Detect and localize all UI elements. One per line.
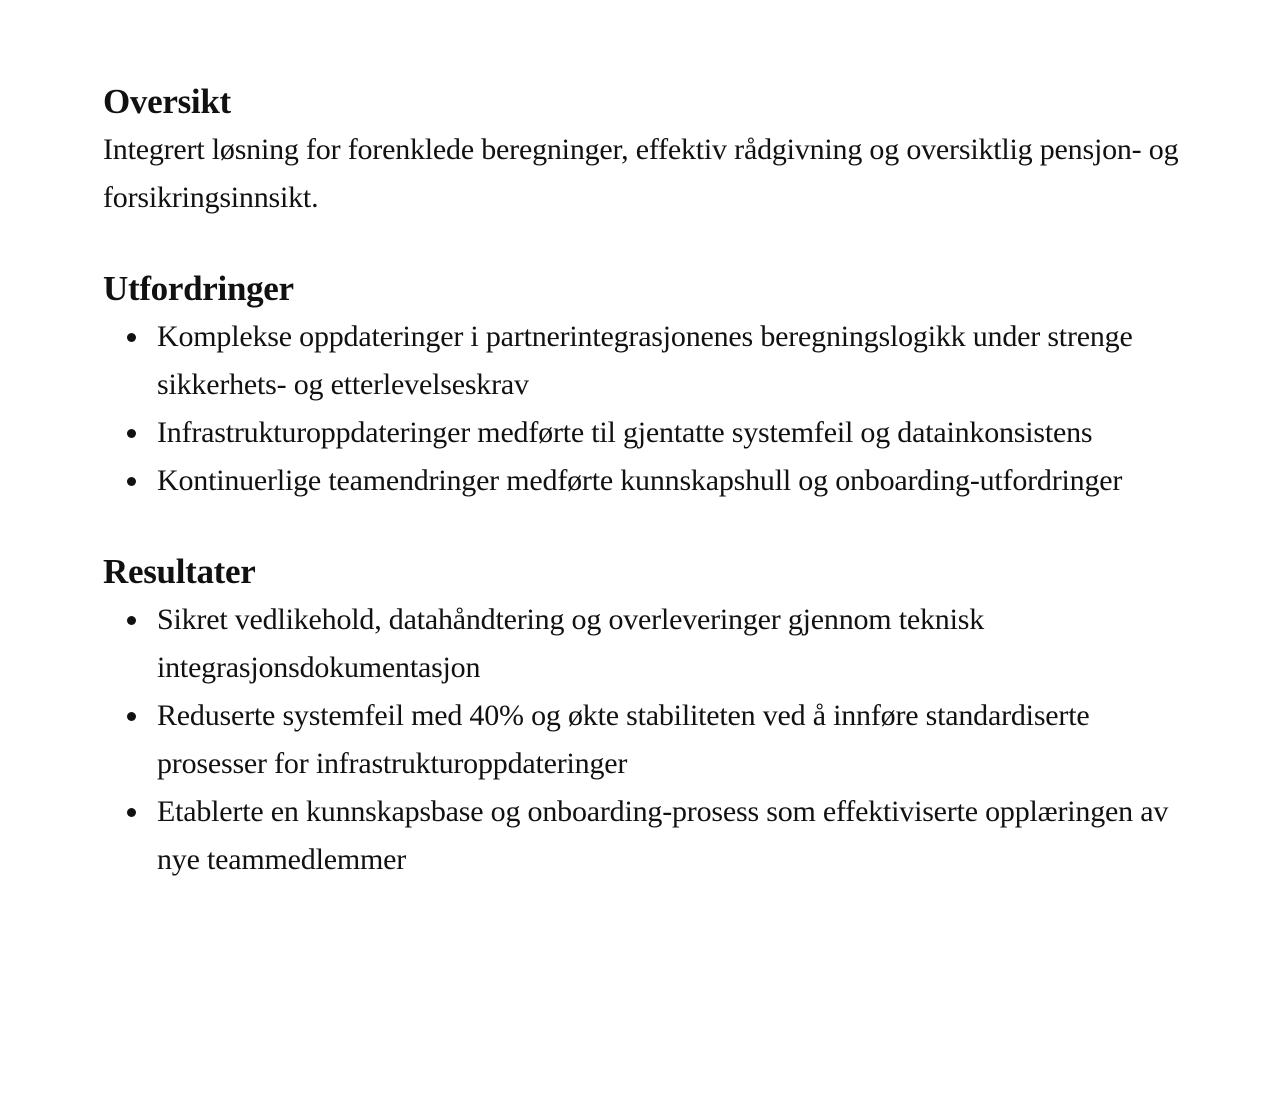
bullet-icon [127, 429, 136, 438]
bullet-icon [127, 712, 136, 721]
list-item [103, 409, 1183, 457]
challenges-heading: Utfordringer [103, 269, 294, 308]
overview-text: Integrert løsning for forenklede beregninger, effektiv rådgivning og oversiktlig pensjon- og forsikringsinnsikt. [103, 133, 1179, 214]
results-section [103, 548, 1183, 884]
results-list [103, 596, 1183, 884]
list-item-text: Etablerte en kunnskapsbase og onboarding-prosess som effektiviserte opplæringen av nye teammedlemmer [157, 795, 1169, 876]
bullet-icon [127, 616, 136, 625]
list-item [103, 692, 1183, 788]
bullet-icon [127, 808, 136, 817]
bullet-icon [127, 477, 136, 486]
overview-section [103, 78, 1183, 222]
list-item-text: Reduserte systemfeil med 40% og økte stabiliteten ved å innføre standardiserte prosesser for infrastrukturoppdateringer [157, 699, 1090, 780]
bullet-icon [127, 333, 136, 342]
list-item-text: Kontinuerlige teamendringer medførte kunnskapshull og onboarding-utfordringer [157, 464, 1123, 497]
list-item [103, 596, 1183, 692]
list-item-text: Sikret vedlikehold, datahåndtering og overleveringer gjennom teknisk integrasjonsdokumentasjon [157, 603, 985, 684]
results-heading: Resultater [103, 552, 256, 591]
list-item [103, 788, 1183, 884]
overview-heading: Oversikt [103, 82, 231, 121]
document-content [103, 78, 1183, 927]
list-item-text: Komplekse oppdateringer i partnerintegrasjonenes beregningslogikk under strenge sikkerhets- og etterlevelseskrav [157, 320, 1133, 401]
list-item [103, 457, 1183, 505]
challenges-section [103, 265, 1183, 505]
challenges-list [103, 313, 1183, 505]
list-item-text: Infrastrukturoppdateringer medførte til gjentatte systemfeil og datainkonsistens [157, 416, 1093, 449]
list-item [103, 313, 1183, 409]
